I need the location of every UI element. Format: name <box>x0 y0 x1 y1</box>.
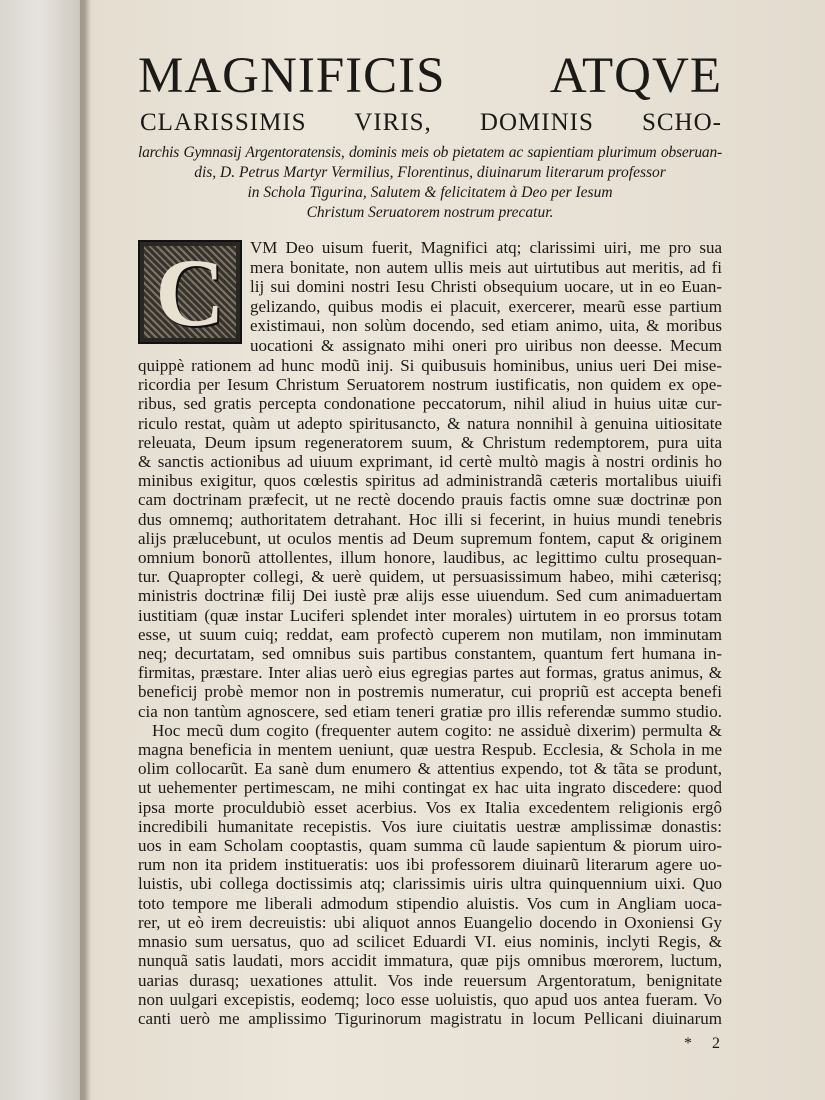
subtitle-line: dis, D. Petrus Martyr Vermilius, Florentinus, diuinarum literarum professor <box>194 164 666 181</box>
text-line: omnium bonorũ attollentes, illum honore, laudibus, ac legittimo cultu prosequan- <box>138 548 722 568</box>
text-line: gelizando, quibus modis ei placuit, exercerer, mearũ esse partium <box>250 296 722 316</box>
text-line: uos in eam Scholam cooptastis, quam summa cũ laude sapientum & piorum uiro- <box>138 836 722 856</box>
decorated-initial <box>138 240 242 344</box>
text-line: olim collocarũt. Ea sanè dum enumero & attentius expendo, tot & tãta se produnt, <box>138 759 722 779</box>
text-line: ricordia per Iesum Christum Seruatorem nostrum iustificatis, non quidem ex ope- <box>138 375 722 395</box>
text-line: Hoc mecũ dum cogito (frequenter autem cogito: ne assiduè dixerim) permulta & <box>152 720 722 740</box>
signature-mark: * 2 <box>684 1035 728 1052</box>
text-line: VM Deo uisum fuerit, Magnifici atq; clarissimi uiri, me pro sua <box>250 238 722 257</box>
text-line: nunquã satis laudati, mors accidit immatura, quæ pijs omnibus mœrorem, luctum, <box>138 951 722 971</box>
text-line: quippè rationem ad hunc modũ inij. Si quibusuis hominibus, unius ueri Dei mise- <box>138 356 722 375</box>
text-line: uocationi & assignato mihi oneri pro uiribus non deesse. Mecum <box>250 335 722 355</box>
text-line: neq; decurtatam, sed omnibus suis partibus constantem, quantum fert humana in- <box>138 644 722 664</box>
text-line: & sanctis actionibus ad uiuum exprimant, id certè multò magis à nostri ordinis ho <box>138 452 722 472</box>
heading-line-2: CLARISSIMIS VIRIS, DOMINIS SCHO- <box>140 109 722 136</box>
text-line: alijs prælucebunt, ut oculos mentis ad Deum supremum fontem, caput & originem <box>138 528 722 548</box>
initial-letter: C <box>155 240 225 344</box>
text-line: dus omnemq; authoritatem detrahant. Hoc illi si fecerint, in huius mundi tenebris <box>138 509 722 529</box>
text-line: ministris doctrinæ filij Dei iustè præ alijs esse uiuendum. Sed cum animaduertam <box>138 586 722 606</box>
text-line: riculo restat, quàm ut adepto spiritusancto, & natura nonnihil à genuina uitiositate <box>138 413 722 433</box>
page-gutter-shadow <box>80 0 90 1100</box>
text-line: lij sui domini nostri Iesu Christi obsequium uocare, ut in eo Euan- <box>250 277 722 297</box>
text-line: mera bonitate, non autem ullis meis aut uirtutibus aut meritis, ad fi <box>250 257 722 277</box>
text-line: ipsa morte proculdubiò esset acerbius. Vos ex Italia excedentem religionis ergô <box>138 797 722 817</box>
text-line: esse, ut suum cuiq; reddat, eam profectò cuperem non mutilam, non imminutam <box>138 624 722 644</box>
subtitle-line: larchis Gymnasij Argentoratensis, dominis meis ob pietatem ac sapientiam plurimum obseruan- <box>138 144 722 161</box>
subtitle-line: in Schola Tigurina, Salutem & felicitatem à Deo per Iesum <box>247 184 613 201</box>
body-indented-block <box>250 238 722 356</box>
text-line: beneficij probè memor non in postremis numeratur, cui propriũ est accepta benefi <box>138 682 722 702</box>
text-line: mnasio sum uersatus, quo ad scilicet Eduardi VI. eius nominis, inclyti Regis, & <box>138 932 722 952</box>
text-line: firmitas, præstare. Inter alias uerò eius egregias partes aut formas, gratus animus, & <box>138 663 722 683</box>
text-line: toto tempore me liberali admodum stipendio aluistis. Vos cum in Angliam uoca- <box>138 893 722 913</box>
text-line: releuata, Deum ipsum regeneratorem suum, & Christum redemptorem, pura uita <box>138 432 722 452</box>
text-line: ribus, sed gratis percepta condonatione peccatorum, nihil aliud in huius uitæ cur- <box>138 394 722 414</box>
body-text-block <box>138 356 722 1028</box>
text-line: rum non ita pridem institueratis: uos ibi professorem diuinarũ literarum agere uo- <box>138 855 722 875</box>
text-line: canti uerò me amplissimo Tigurinorum magistratu in locum Pellicani diuinarum <box>138 1008 722 1028</box>
text-line: iustitiam (quæ instar Luciferi splendet inter morales) uirtutem in eo prorsus totam <box>138 605 722 625</box>
text-line: minibus exigitur, quos cœlestis spiritus ad administrandã cæteris mortalibus uiuifi <box>138 471 722 491</box>
text-line: non uulgari excepistis, eodemq; loco esse uoluistis, quo apud uos antea fueram. Vo <box>138 989 722 1009</box>
text-line: luistis, ubi collega doctissimis atq; clarissimis uiris ultra quinquennium uixi. Quo <box>138 874 722 894</box>
text-line: tur. Quapropter collegi, & uerè quidem, ut persuasissimum habeo, mihi cæterisq; <box>138 567 722 587</box>
text-line: uarias durasq; uexationes attulit. Vos inde reuersum Argentoratum, benignitate <box>138 970 722 990</box>
text-line: incredibili humanitate recepistis. Vos iure ciuitatis uestræ amplissimæ donastis: <box>138 816 722 836</box>
heading-line-1: MAGNIFICIS ATQVE <box>138 48 722 104</box>
text-line: ut uehementer pertimescam, ne mihi contingat ex hac uita ingrato discedere: quod <box>138 778 722 798</box>
subtitle-line: Christum Seruatorem nostrum precatur. <box>306 204 554 221</box>
text-line: magna beneficia in mentem ueniunt, quæ uestra Respub. Ecclesia, & Schola in me <box>138 740 722 760</box>
text-line: cam doctrinam præfecit, ut ne rectè docendo prauis factis omne suæ doctrinæ pon <box>138 490 722 510</box>
text-line: cia non tantùm agnoscere, sed etiam teneri gratiæ pro illis referendæ summo studio. <box>138 701 722 721</box>
text-line: existimaui, non solùm docendo, sed etiam animo, uita, & moribus <box>250 316 722 336</box>
text-line: rer, ut eò irem decreuistis: ubi aliquot annos Euangelio docendo in Oxoniensi Gy <box>138 912 722 932</box>
